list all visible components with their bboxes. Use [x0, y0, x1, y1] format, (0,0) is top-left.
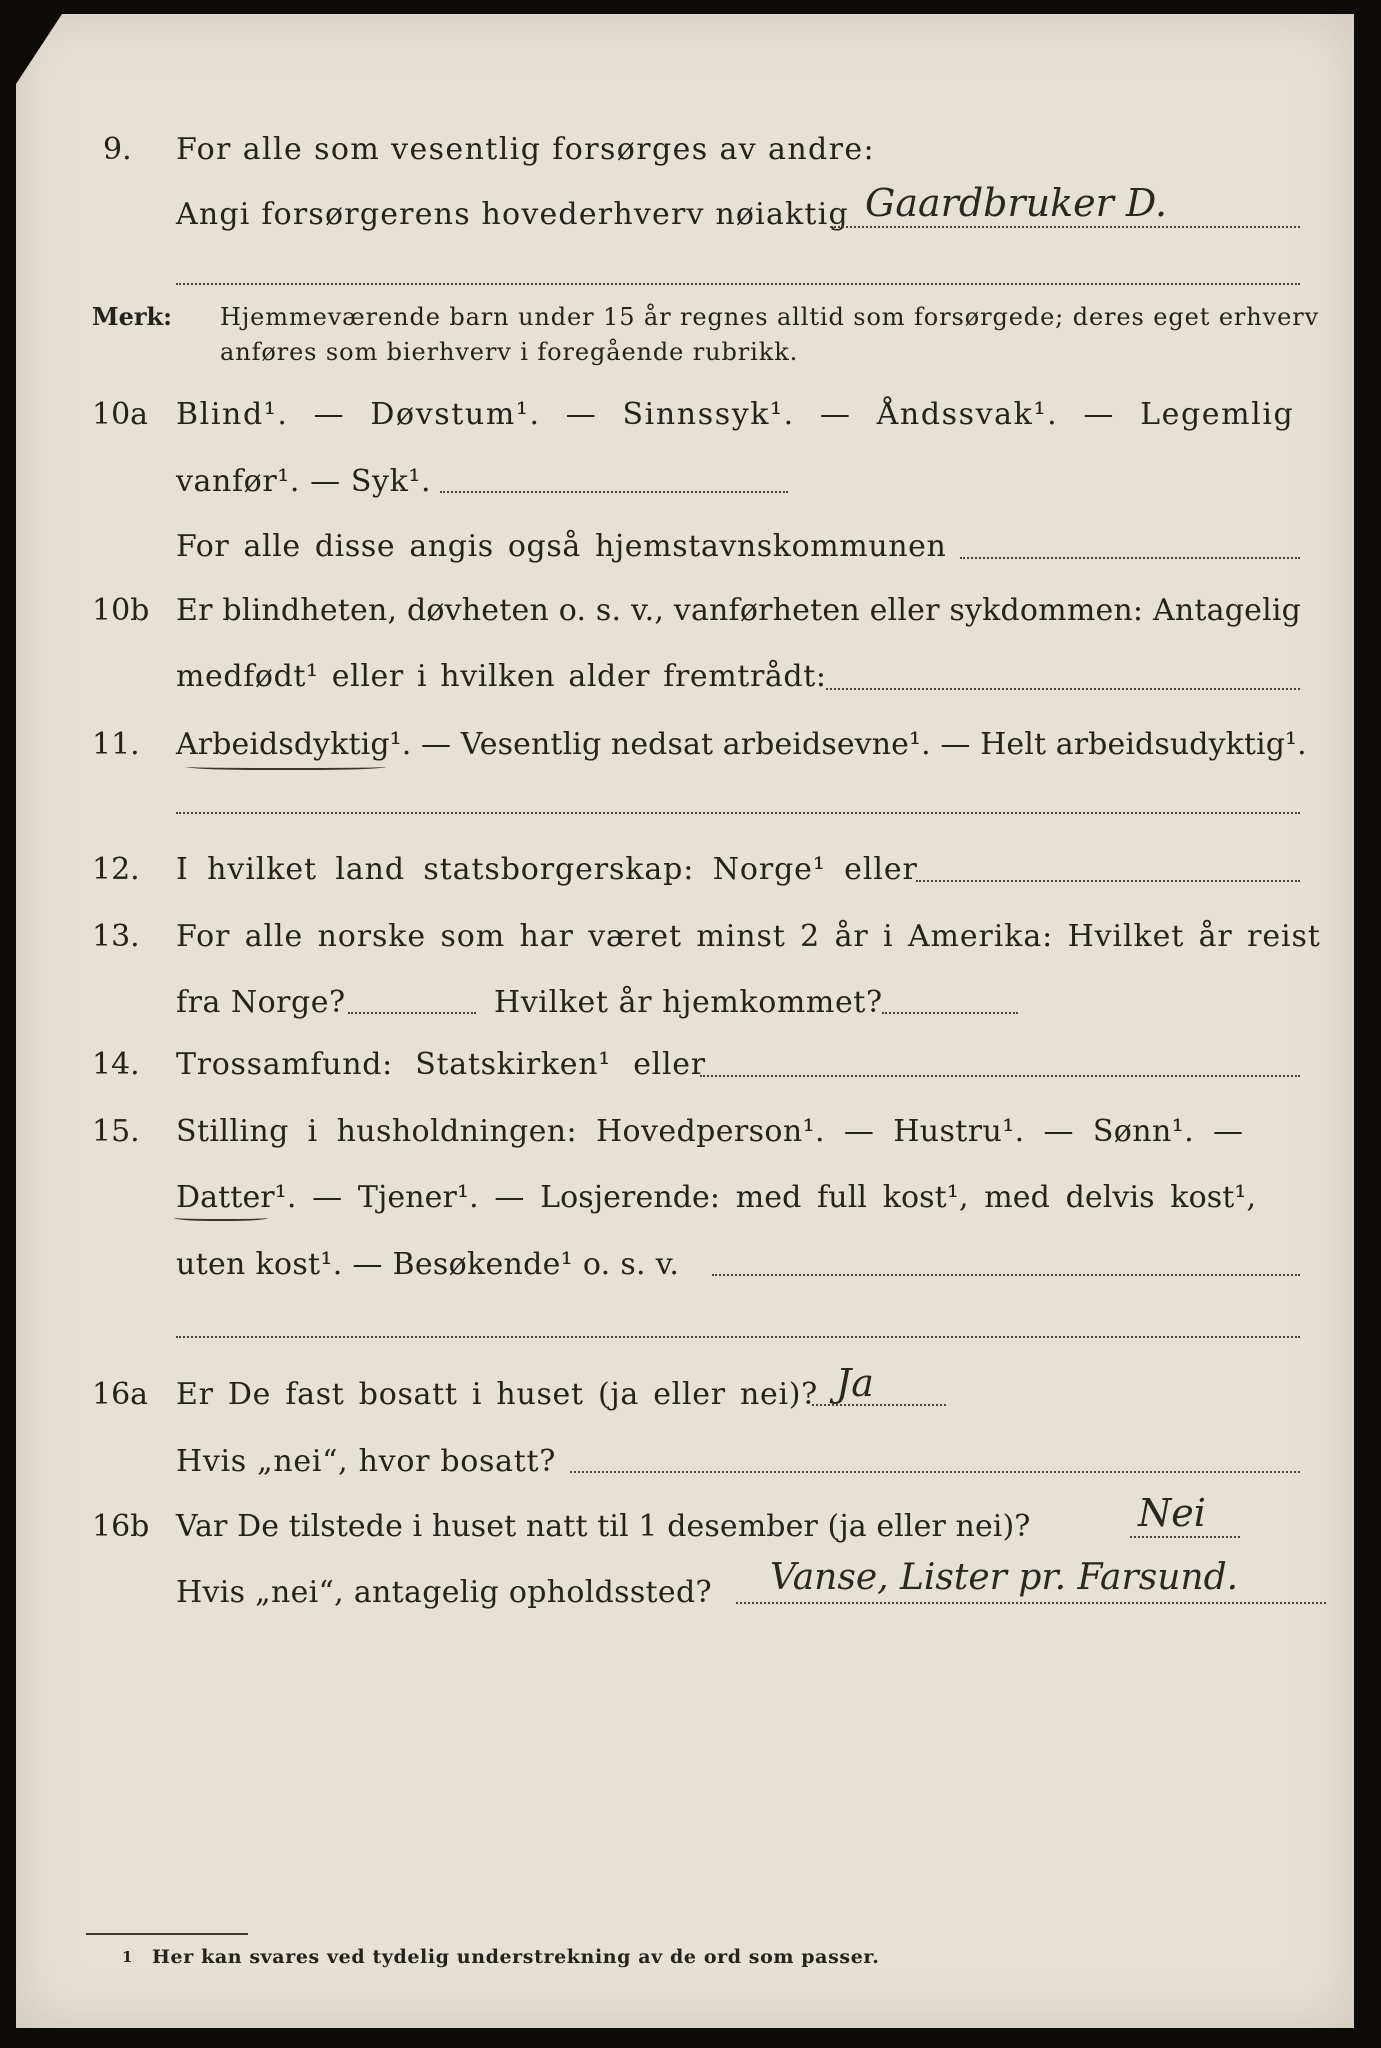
q9-number: 9. [103, 132, 132, 167]
q10b-line2: medfødt¹ eller i hvilken alder fremtrådt: [176, 659, 827, 694]
q13-hjemkommet-line [882, 1012, 1018, 1014]
q10a-line1: Blind¹. — Døvstum¹. — Sinnssyk¹. — Åndssvak¹. — Legemlig [176, 397, 1295, 432]
q14-line1: Trossamfund: Statskirken¹ eller [176, 1047, 706, 1082]
merk-line1: Hjemmeværende barn under 15 år regnes alltid som forsørgede; deres eget erhverv [220, 303, 1320, 331]
q9-line2 [176, 197, 849, 232]
q16b-answer1: Nei [1138, 1491, 1206, 1535]
q16b-answer2: Vanse, Lister pr. Farsund. [770, 1557, 1239, 1598]
q12-line1: I hvilket land statsborgerskap: Norge¹ eller [176, 852, 918, 887]
q12-land-line [916, 880, 1300, 882]
q15-stilling-line [712, 1274, 1300, 1276]
q9-extra-line [176, 283, 1300, 285]
q11-line1: Arbeidsdyktig¹. — Vesentlig nedsat arbeidsevne¹. — Helt arbeidsudyktig¹. [176, 727, 1307, 762]
q10b-number: 10b [92, 593, 150, 628]
q15-line1: Stilling i husholdningen: Hovedperson¹. — Hustru¹. — Sønn¹. — [176, 1114, 1244, 1149]
q10b-line1: Er blindheten, døvheten o. s. v., vanførheten eller sykdommen: Antagelig [176, 593, 1302, 628]
q16a-bosatt-line [570, 1471, 1300, 1473]
q9-answer: Gaardbruker D. [865, 181, 1168, 225]
q13-number: 13. [92, 919, 140, 954]
footnote-text: Her kan svares ved tydelig understrekning av de ord som passer. [152, 1946, 880, 1968]
merk-label: Merk: [92, 302, 172, 331]
q11-number: 11. [92, 727, 140, 762]
q15-extra-line [176, 1336, 1300, 1338]
q16b-answer1-line [1130, 1536, 1240, 1538]
q13-line2a: fra Norge? [176, 985, 346, 1020]
q16a-number: 16a [92, 1377, 149, 1412]
folded-corner [16, 14, 62, 84]
footnote-mark: 1 [122, 1948, 133, 1966]
q13-reist-line [348, 1012, 476, 1014]
q10a-kommune-line [960, 557, 1300, 559]
merk-line2: anføres som bierhverv i foregående rubrikk. [220, 338, 799, 366]
footnote-rule [86, 1933, 248, 1935]
q12-number: 12. [92, 852, 140, 887]
q10a-line3: For alle disse angis også hjemstavnskommunen [176, 529, 947, 564]
q16b-number: 16b [92, 1509, 150, 1544]
q16a-line1: Er De fast bosatt i huset (ja eller nei)? [176, 1377, 818, 1412]
q13-line2b: Hvilket år hjemkommet? [494, 985, 883, 1020]
q9-line1 [176, 132, 876, 167]
q10a-line2: vanfør¹. — Syk¹. [176, 464, 432, 499]
q15-line2: Datter¹. — Tjener¹. — Losjerende: med full kost¹, med delvis kost¹, [176, 1180, 1257, 1215]
q16b-line2: Hvis „nei“, antagelig opholdssted? [176, 1575, 712, 1610]
q16a-answer-line [812, 1404, 946, 1406]
q15-line3: uten kost¹. — Besøkende¹ o. s. v. [176, 1247, 680, 1282]
q11-underline-mark [186, 762, 386, 770]
q10a-number: 10a [92, 397, 149, 432]
q10b-alder-line [826, 688, 1300, 690]
q10a-syk-line [440, 491, 788, 493]
q11-extra-line [176, 812, 1300, 814]
q14-trossamfund-line [700, 1075, 1300, 1077]
q15-underline-mark [174, 1213, 268, 1221]
q9-answer-line [830, 226, 1300, 228]
q15-number: 15. [92, 1114, 140, 1149]
q13-line1: For alle norske som har været minst 2 år i Amerika: Hvilket år reist [176, 919, 1321, 954]
q9-line1-text: For alle som vesentlig forsørges av andre: [176, 132, 876, 167]
q16a-line2: Hvis „nei“, hvor bosatt? [176, 1444, 557, 1479]
q16a-answer: Ja [836, 1361, 874, 1405]
q9-line2-text: Angi forsørgerens hovederhverv nøiaktig [176, 197, 849, 232]
q16b-answer2-line [736, 1602, 1326, 1604]
q14-number: 14. [92, 1047, 140, 1082]
q16b-line1: Var De tilstede i huset natt til 1 desember (ja eller nei)? [176, 1509, 1031, 1544]
